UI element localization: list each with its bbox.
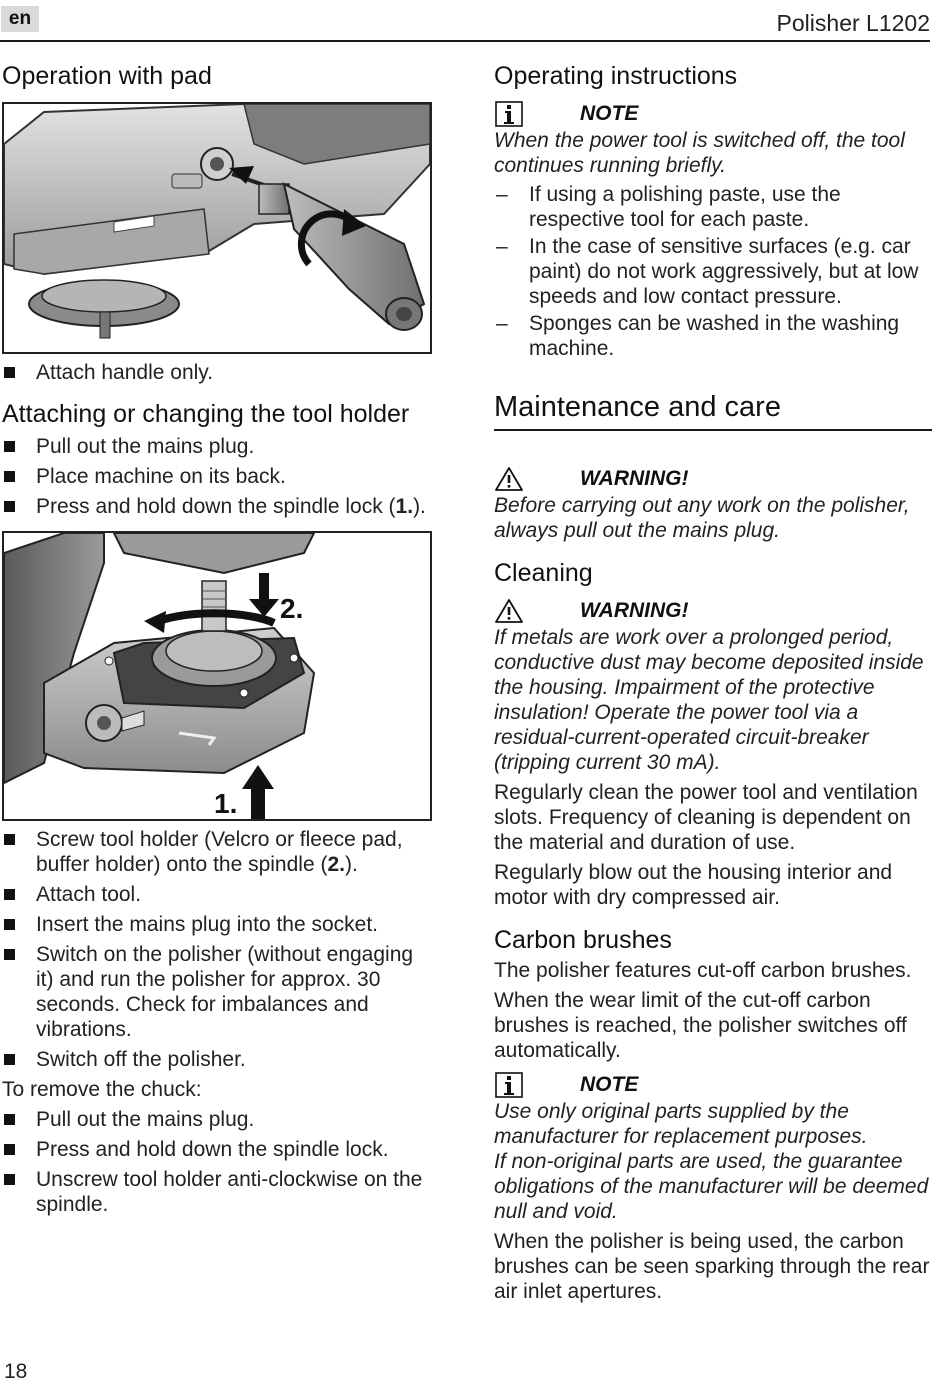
square-bullet-icon [4,889,15,900]
carbon-paragraph: When the wear limit of the cut-off carbon brushes is reached, the polisher switches off automatically. [494,988,907,1062]
screw-bullet-list [2,827,434,1072]
list-item: Place machine on its back. [2,464,434,489]
heading-maintenance-and-care: Maintenance and care [494,391,781,423]
list-item: Insert the mains plug into the socket. [2,912,434,937]
list-item: Screw tool holder (Velcro or fleece pad, buffer holder) onto the spindle (2.). [2,827,434,877]
list-item: – If using a polishing paste, use the respective tool for each paste. [496,183,841,231]
section-rule [494,429,932,431]
square-bullet-icon [4,367,15,378]
warning-label: WARNING! [580,598,689,622]
carbon-paragraph: When the polisher is being used, the carbon brushes can be seen sparking through the rear air inlet apertures. [494,1229,930,1303]
language-badge: en [1,6,39,32]
heading-cleaning: Cleaning [494,558,593,587]
remove-bullet-list [2,1107,434,1217]
square-bullet-icon [4,471,15,482]
square-bullet-icon [4,501,15,512]
header-rule [0,40,930,42]
figure-attach-handle [2,102,432,354]
heading-operating-instructions: Operating instructions [494,62,738,90]
document-title: Polisher L1202 [776,10,930,36]
square-bullet-icon [4,441,15,452]
square-bullet-icon [4,1054,15,1065]
pad-bullet-list [2,360,434,385]
list-item: Unscrew tool holder anti-clockwise on the spindle. [2,1167,434,1217]
warning-notice [494,597,932,625]
list-item: Attach tool. [2,882,434,907]
note-notice [494,1071,932,1099]
square-bullet-icon [4,949,15,960]
list-item: – Sponges can be washed in the washing machine. [496,312,900,360]
note-text: Use only original parts supplied by the manufacturer for replacement purposes. [494,1099,868,1148]
square-bullet-icon [4,1114,15,1125]
page-number: 18 [4,1360,28,1383]
list-item: – In the case of sensitive surfaces (e.g. car paint) do not work aggressively, but at low speeds and low contact pressure. [496,235,919,308]
list-item: Press and hold down the spindle lock (1.). [2,494,434,519]
heading-carbon-brushes: Carbon brushes [494,925,672,954]
info-note-icon [494,100,524,128]
list-item: Press and hold down the spindle lock. [2,1137,434,1162]
left-column [2,60,434,1222]
square-bullet-icon [4,834,15,845]
heading-attaching-tool-holder: Attaching or changing the tool holder [2,400,410,428]
warning-triangle-icon [494,465,524,493]
figure-spindle-lock [2,531,432,821]
list-item: Pull out the mains plug. [2,1107,434,1132]
right-column [494,60,932,1304]
note-label: NOTE [580,102,639,125]
carbon-paragraph: The polisher features cut-off carbon brushes. [494,958,912,982]
square-bullet-icon [4,1174,15,1185]
dash-bullet: – [496,183,508,206]
remove-chuck-intro: To remove the chuck: [2,1078,202,1101]
warning-text: If metals are work over a prolonged period, conductive dust may become deposited inside the housing. Impairment of the protective insulation! Operate the power tool via a residual-current-operated circuit-breaker (tripping current 30 mA). [494,625,924,774]
warning-label: WARNING! [580,466,689,490]
note-text: When the power tool is switched off, the tool continues running briefly. [494,129,905,177]
cleaning-paragraph: Regularly blow out the housing interior and motor with dry compressed air. [494,860,893,909]
info-note-icon [494,1071,524,1099]
holder-bullet-list [2,434,434,519]
spindle-illustration [4,533,430,819]
square-bullet-icon [4,1144,15,1155]
note-label: NOTE [580,1072,639,1096]
warning-text: Before carrying out any work on the polisher, always pull out the mains plug. [494,493,910,542]
square-bullet-icon [4,919,15,930]
dash-bullet: – [496,235,508,258]
note-text: If non-original parts are used, the guarantee obligations of the manufacturer will be deemed null and void. [494,1149,929,1223]
heading-operation-with-pad: Operation with pad [2,62,212,90]
list-item: Pull out the mains plug. [2,434,434,459]
list-item: Switch on the polisher (without engaging it) and run the polisher for approx. 30 seconds. Check for imbalances and vibrations. [2,942,434,1042]
figure-callout-2: 2. [280,593,304,624]
handle-illustration [4,104,430,352]
warning-triangle-icon [494,597,524,625]
dash-bullet: – [496,312,508,335]
list-item: Attach handle only. [2,360,434,385]
list-item: Switch off the polisher. [2,1047,434,1072]
figure-callout-1: 1. [214,788,238,819]
warning-notice [494,465,932,493]
operating-dash-list [494,182,932,361]
note-notice [494,100,932,128]
cleaning-paragraph: Regularly clean the power tool and ventilation slots. Frequency of cleaning is dependent on the material and duration of use. [494,780,918,854]
